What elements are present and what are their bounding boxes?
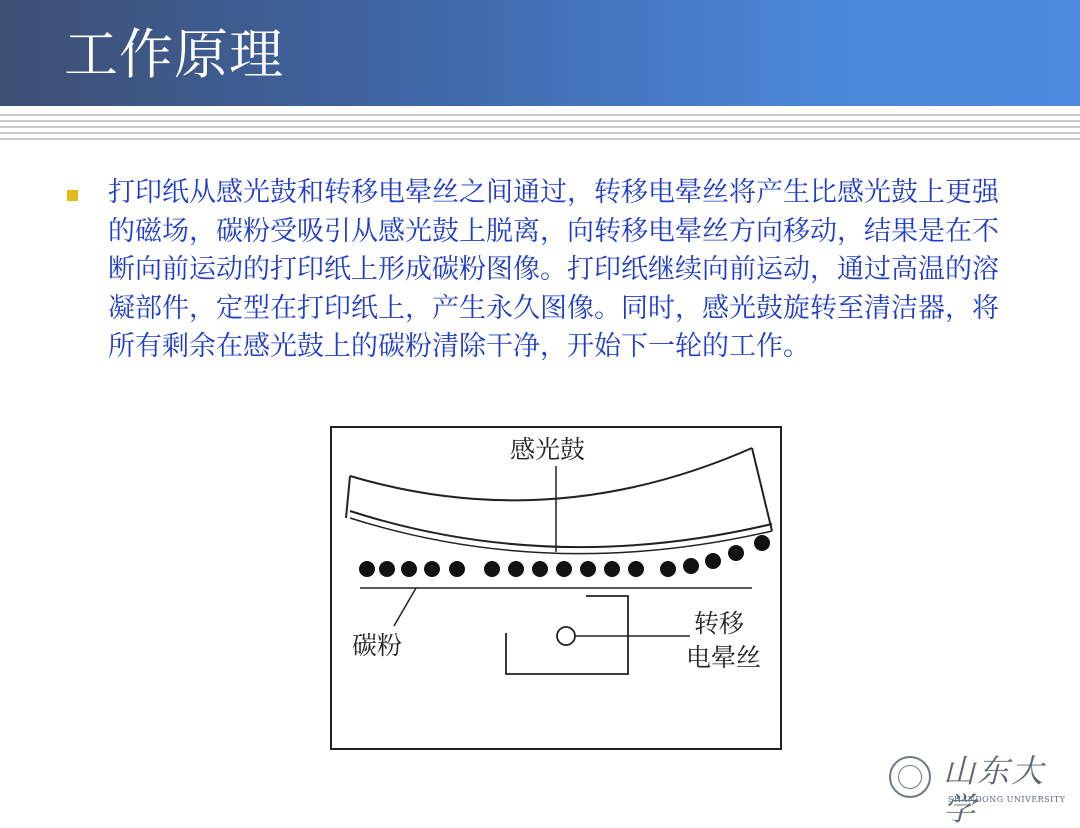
logo-english-name: SHANDONG UNIVERSITY — [948, 795, 1066, 804]
toner-particle — [660, 561, 676, 577]
divider-line — [0, 138, 1080, 140]
toner-particles — [359, 535, 770, 577]
toner-particle — [401, 561, 417, 577]
body-paragraph: 打印纸从感光鼓和转移电晕丝之间通过，转移电晕丝将产生比感光鼓上更强的磁场，碳粉受吸引从感光鼓上脱离，向转移电晕丝方向移动，结果是在不断向前运动的打印纸上形成碳粉图像。打印纸继续向前运动，通过高温的溶凝部件，定型在打印纸上，产生永久图像。同时，感光鼓旋转至清洁器，将所有剩余在感光鼓上的碳粉清除干净，开始下一轮的工作。 — [108, 177, 999, 362]
toner-pointer-line — [394, 588, 416, 626]
toner-particle — [508, 561, 524, 577]
toner-particle — [754, 535, 770, 551]
drum-label: 感光鼓 — [510, 435, 586, 464]
bullet-icon — [67, 190, 78, 201]
drum-right-edge — [752, 448, 772, 531]
drum-left-edge — [346, 476, 350, 518]
toner-label: 碳粉 — [352, 631, 403, 660]
toner-particle — [556, 561, 572, 577]
toner-particle — [705, 553, 721, 569]
toner-particle — [379, 561, 395, 577]
printer-diagram — [330, 426, 782, 750]
toner-particle — [484, 561, 500, 577]
corona-wire — [557, 627, 575, 645]
toner-particle — [532, 561, 548, 577]
diagram-drawing — [332, 428, 780, 748]
toner-particle — [424, 561, 440, 577]
divider-line — [0, 132, 1080, 134]
corona-label-line2: 电晕丝 — [686, 643, 762, 672]
toner-particle — [359, 561, 375, 577]
divider-line — [0, 126, 1080, 128]
toner-particle — [683, 558, 699, 574]
drum-inner-edge — [350, 511, 772, 547]
toner-particle — [604, 561, 620, 577]
logo-chinese-name: 山东大学 — [943, 752, 1046, 828]
divider-line — [0, 114, 1080, 116]
toner-particle — [728, 545, 744, 561]
corona-label-line1: 转移 — [694, 609, 745, 638]
toner-particle — [580, 561, 596, 577]
toner-particle — [628, 561, 644, 577]
divider-line — [0, 120, 1080, 122]
slide-title: 工作原理 — [64, 23, 284, 86]
university-seal-icon — [889, 756, 931, 798]
toner-particle — [449, 561, 465, 577]
university-logo — [885, 750, 1075, 828]
